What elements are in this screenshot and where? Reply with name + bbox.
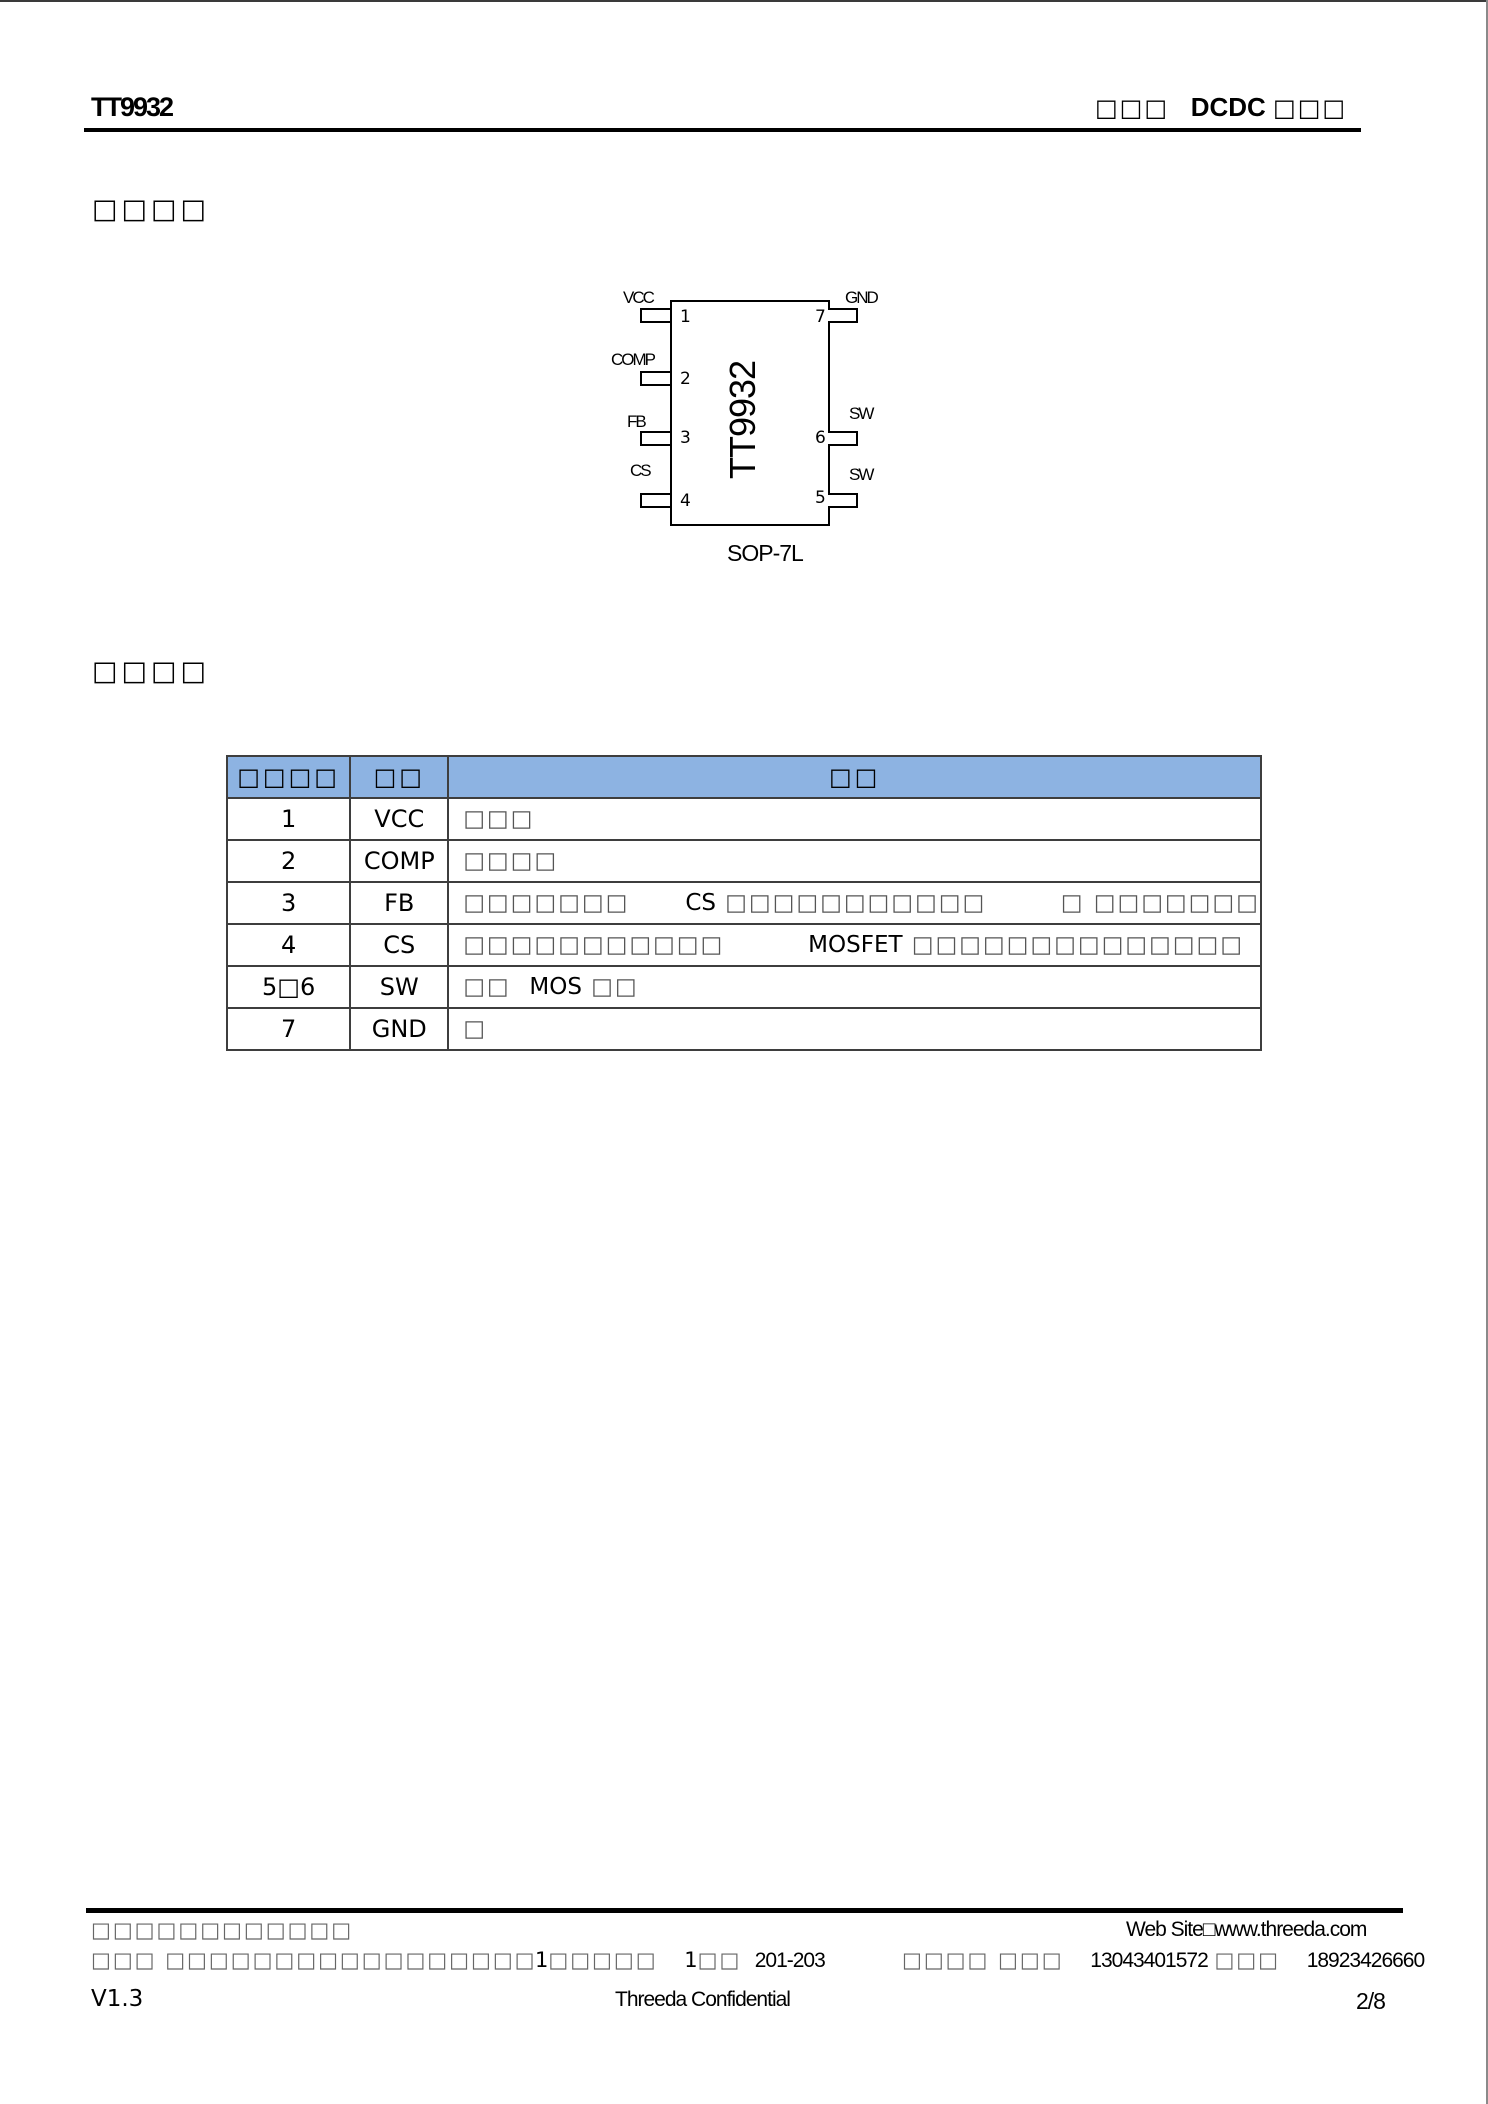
footer-address-b-2: □□□□□ [548, 1948, 658, 1972]
pin-1-lead [640, 308, 670, 323]
footer-confidential: Threeda Confidential [615, 1988, 790, 2011]
header-subtitle-prefix: □□□ [1095, 94, 1170, 122]
footer-address-b-3: 1 [684, 1948, 698, 1972]
cell-pin-number: 5□6 [227, 966, 350, 1008]
table-header-row [227, 756, 1261, 798]
description-segment: □□□ [463, 806, 535, 832]
description-segment: □□□□□□□□□□□□□□ [902, 932, 1245, 958]
pin-6-lead [828, 431, 858, 446]
cell-pin-name: VCC [350, 798, 448, 840]
header-subtitle-latin: DCDC [1190, 92, 1266, 122]
cell-description [448, 798, 1261, 840]
footer-rule [86, 1908, 1403, 1913]
header-subtitle [1095, 92, 1347, 123]
footer-company-name [91, 1918, 353, 1942]
cell-pin-name: SW [350, 966, 448, 1008]
pin-2-label: COMP [611, 350, 654, 369]
footer-phone-1: 13043401572 [1090, 1949, 1208, 1972]
column-header-pin-name: □□ [350, 756, 448, 798]
cell-pin-number: 1 [227, 798, 350, 840]
footer-page-number: 2/8 [1356, 1988, 1385, 2014]
column-header-pin-number: □□□□ [227, 756, 350, 798]
description-segment: □□□□□□□□□□□ □ □□□□□□□ [715, 890, 1260, 916]
cell-description [448, 1008, 1261, 1050]
pin-3-label: FB [627, 412, 645, 431]
pin-7-label: GND [845, 288, 877, 307]
section-title-pin-diagram: □□□□ [92, 194, 211, 225]
pin-4-lead [640, 493, 670, 508]
pin-3-number: 3 [680, 428, 691, 448]
pin-6-label: SW [849, 404, 873, 423]
cell-pin-number: 7 [227, 1008, 350, 1050]
column-header-description: □□ [448, 756, 1261, 798]
pin-5-label: SW [849, 465, 873, 484]
description-segment: CS [685, 890, 716, 916]
header-subtitle-suffix: □□□ [1273, 94, 1348, 122]
chip-name: TT9932 [722, 360, 763, 480]
cell-pin-name: CS [350, 924, 448, 966]
pin-1-number: 1 [680, 307, 691, 327]
table-row [227, 924, 1261, 966]
table-row [227, 840, 1261, 882]
description-segment: MOSFET [808, 932, 903, 958]
description-segment: □□□□□□□□□□□ [463, 932, 809, 958]
page-border-top [0, 0, 1488, 2]
table-row [227, 1008, 1261, 1050]
pin-1-label: VCC [623, 288, 653, 307]
footer-version: V1.3 [91, 1986, 144, 2012]
table-row [227, 798, 1261, 840]
table-row [227, 966, 1261, 1008]
cell-pin-number: 4 [227, 924, 350, 966]
pin-2-number: 2 [680, 369, 691, 389]
footer-contacts [902, 1948, 1424, 1973]
footer-address-b-1: 1 [535, 1948, 549, 1972]
pin-description-table [226, 755, 1262, 1051]
footer-address-b-5: 201-203 [754, 1949, 825, 1972]
pin-7-lead [828, 308, 858, 323]
pin-3-lead [640, 431, 670, 446]
cell-description [448, 882, 1261, 924]
pin-7-number: 7 [815, 307, 826, 327]
header-rule [84, 128, 1361, 132]
section-title-pin-description: □□□□ [92, 656, 211, 687]
footer-address-a-text: □□□ □□□□□□□□□□□□□□□□□ [91, 1948, 537, 1972]
footer-phone-2: 18923426660 [1306, 1949, 1425, 1972]
cell-description [448, 966, 1261, 1008]
description-segment: □ [463, 1016, 488, 1042]
description-segment: □□ [463, 974, 530, 1000]
package-label: SOP-7L [727, 540, 803, 566]
pin-6-number: 6 [815, 428, 826, 448]
description-segment: □□□□□□□ [463, 890, 686, 916]
cell-description [448, 840, 1261, 882]
pin-4-number: 4 [680, 491, 691, 511]
footer-contact-2: □□□ [1214, 1948, 1280, 1972]
pin-2-lead [640, 371, 670, 386]
cell-pin-name: COMP [350, 840, 448, 882]
description-segment: □□□□ [463, 848, 559, 874]
footer-address-b [535, 1948, 825, 1973]
header-product-name: TT9932 [91, 92, 173, 122]
footer-contact-1: □□□□ □□□ [902, 1948, 1064, 1972]
footer-address-b-4: □□ [697, 1948, 742, 1972]
cell-pin-name: FB [350, 882, 448, 924]
cell-description [448, 924, 1261, 966]
footer-company-text: □□□□□□□□□□□□ [91, 1918, 354, 1942]
footer-website[interactable]: Web Site□www.threeda.com [1126, 1918, 1367, 1941]
cell-pin-name: GND [350, 1008, 448, 1050]
footer-address-a [91, 1948, 537, 1972]
pin-5-lead [828, 493, 858, 508]
pin-5-number: 5 [815, 488, 826, 508]
description-segment: MOS [529, 974, 582, 1000]
cell-pin-number: 2 [227, 840, 350, 882]
cell-pin-number: 3 [227, 882, 350, 924]
description-segment: □□ [581, 974, 639, 1000]
table-row [227, 882, 1261, 924]
pin-4-label: CS [630, 461, 650, 480]
